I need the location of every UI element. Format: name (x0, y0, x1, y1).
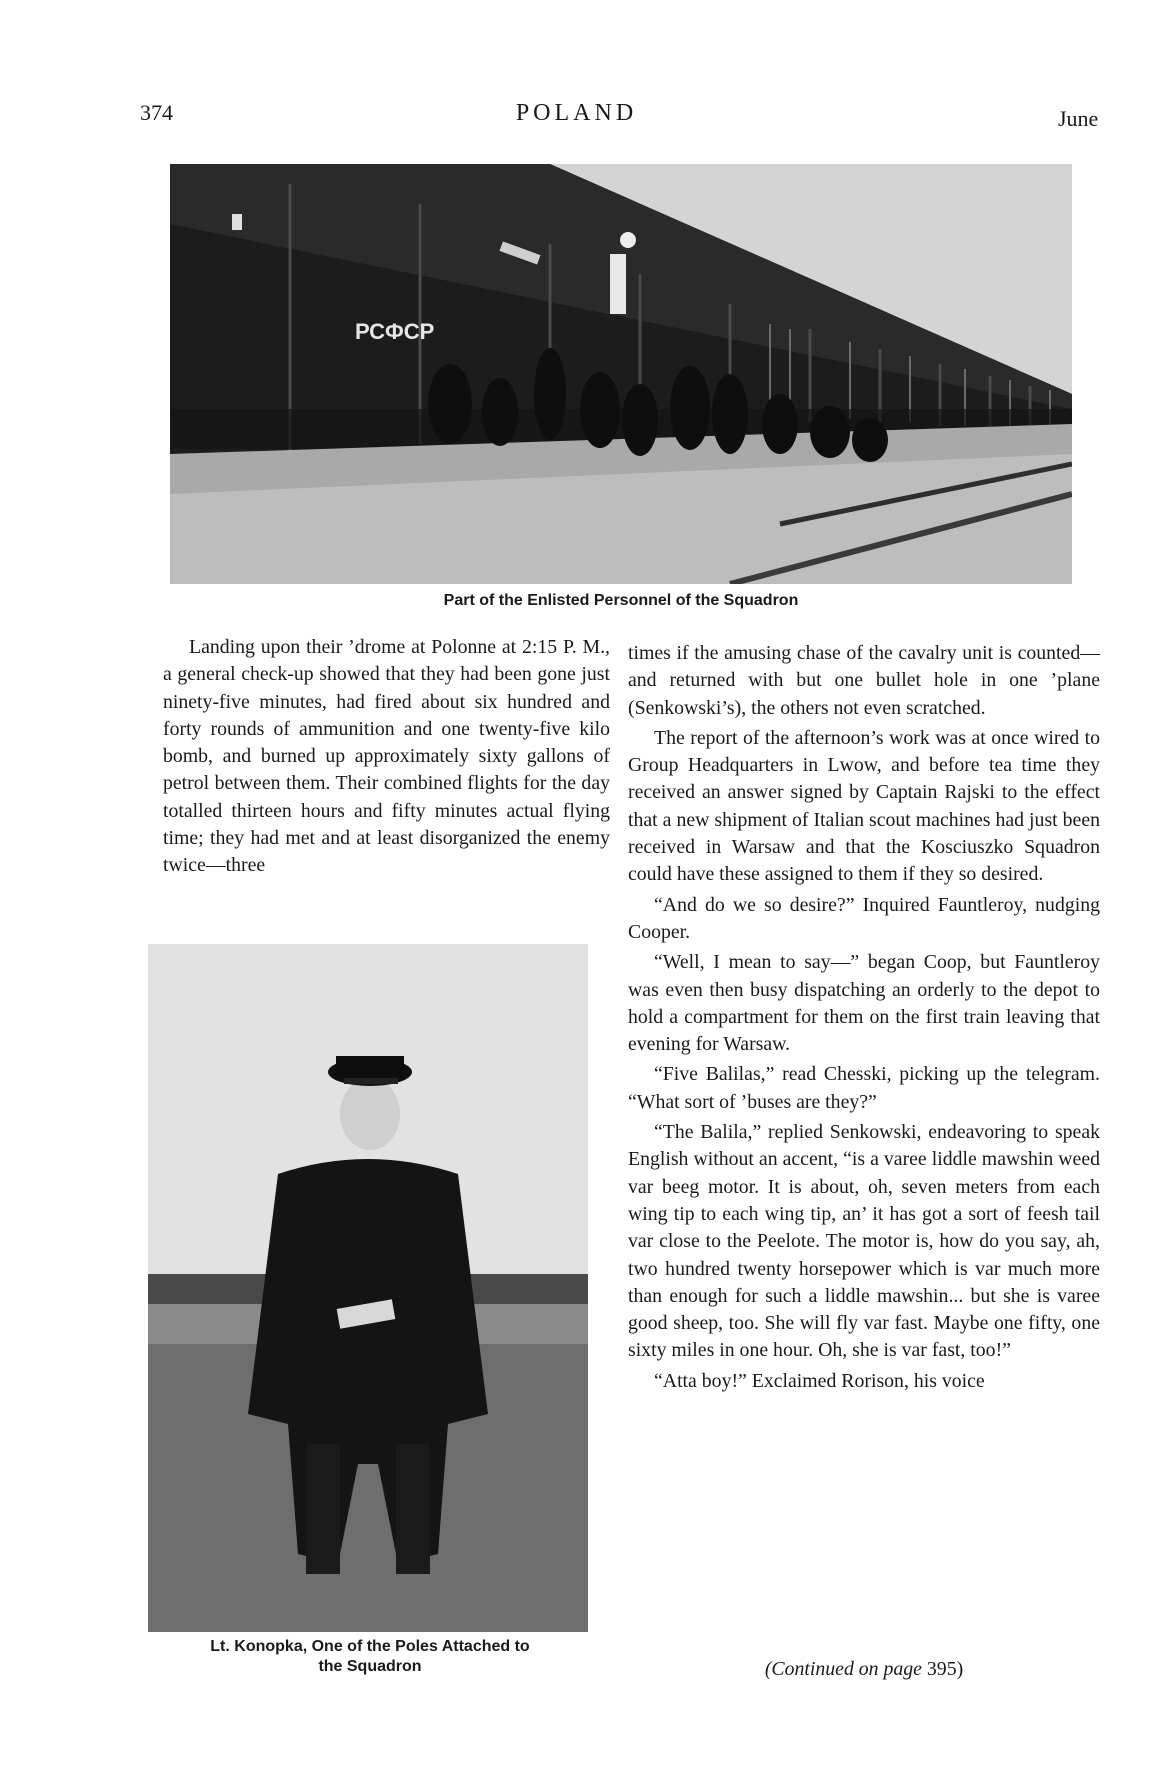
left-column (163, 634, 610, 880)
right-paragraph: “Atta boy!” Exclaimed Rorison, his voice (654, 1369, 985, 1392)
continued-prefix: (Continued on page (764, 1658, 927, 1680)
train-photo-illustration (170, 164, 1072, 584)
right-paragraph: “Five Balilas,” read Chesski, picking up the telegram. “What sort of ’buses are they?” (628, 1063, 1100, 1113)
portrait-caption (150, 1637, 590, 1677)
train-marking: РСФСР (355, 319, 435, 344)
portrait-caption-line-1: Lt. Konopka, One of the Poles Attached to (210, 1638, 530, 1655)
portrait-photo-illustration (148, 944, 588, 1632)
right-paragraph: “Well, I mean to say—” began Coop, but Fauntleroy was even then busy dispatching an orderly to the depot to hold a compartment for them on the first train leaving that evening for Warsaw. (628, 951, 1100, 1056)
continued-note (628, 1658, 1100, 1681)
continued-suffix: ) (956, 1658, 964, 1680)
running-title: POLAND (515, 100, 638, 126)
right-paragraph: times if the amusing chase of the cavalry unit is counted—and returned with but one bullet hole in one ’plane (Senkowski’s), the others not even scratched. (628, 642, 1100, 719)
issue-month: June (1058, 106, 1099, 131)
continued-page: 395 (926, 1658, 957, 1680)
right-column (628, 640, 1100, 1398)
portrait-caption-line-2: the Squadron (318, 1658, 422, 1675)
portrait-photograph (148, 944, 588, 1632)
page-header (0, 100, 1153, 140)
train-photograph (170, 164, 1072, 584)
right-paragraph: “And do we so desire?” Inquired Fauntleroy, nudging Cooper. (628, 893, 1100, 943)
right-paragraph: The report of the afternoon’s work was at once wired to Group Headquarters in Lwow, and before tea time they received an answer signed by Captain Rajski to the effect that a new shipment of Italian scout machines had just been received in Warsaw and that the Kosciuszko Squadron could have these assigned to them if they so desired. (628, 726, 1100, 886)
left-paragraph: Landing upon their ’drome at Polonne at 2:15 P. M., a general check-up showed that they had been gone just ninety-five minutes, had fired about six hundred and forty rounds of ammunition and one twenty-five kilo bomb, and burned up approximately sixty gallons of petrol between them. Their combined flights for the day totalled thirteen hours and fifty minutes actual flying time; they had met and at least disorganized the enemy twice—three (163, 636, 610, 877)
right-paragraph: “The Balila,” replied Senkowski, endeavoring to speak English without an accent, “is a varee liddle mawshin weed var beeg motor. It is about, oh, seven meters from each wing tip to each wing tip, an’ it has got a sort of feesh tail var close to the Peelote. The motor is, how do you say, ah, two hundred twenty horsepower which is var much more than enough for such a liddle mawshin... but she is varee good sheep, too. She will fly var fast. Maybe one fifty, one sixty miles in one hour. Oh, she is var fast, too!” (628, 1121, 1100, 1362)
top-photo-caption: Part of the Enlisted Personnel of the Squadron (443, 592, 799, 609)
page-number: 374 (140, 100, 173, 125)
